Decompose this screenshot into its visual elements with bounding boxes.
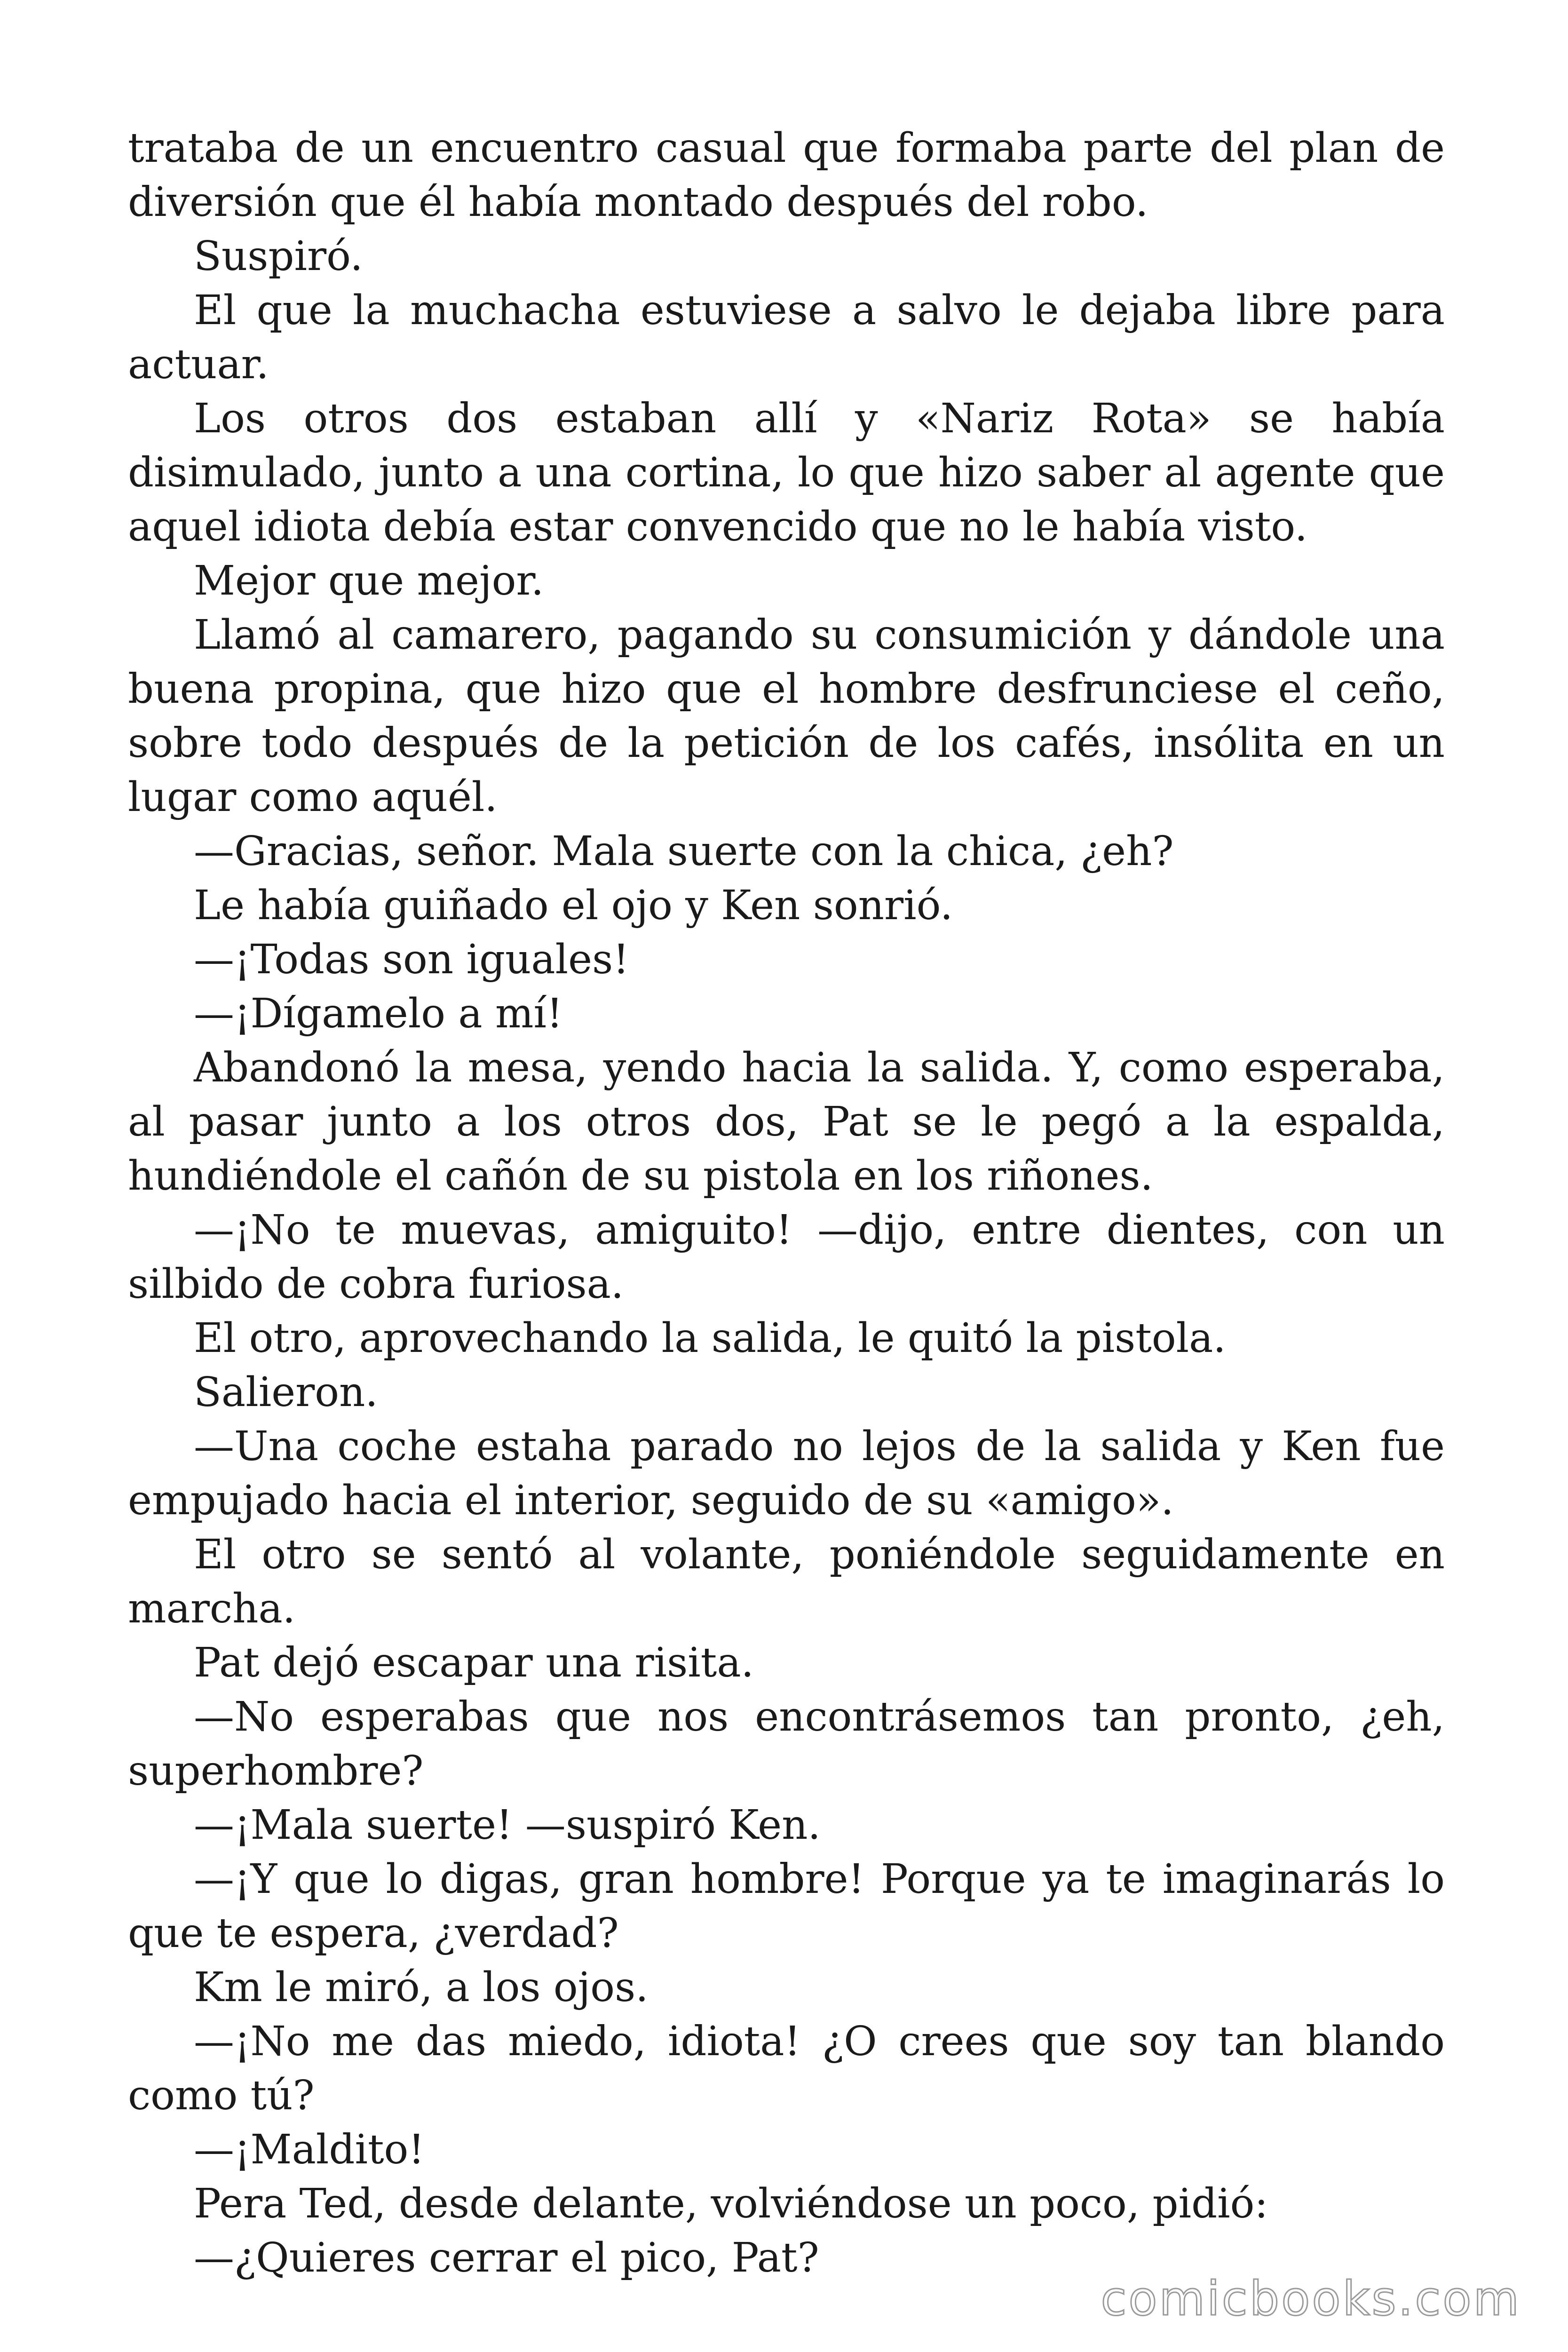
paragraph: Le había guiñado el ojo y Ken sonrió. (194, 882, 953, 929)
paragraph: —¡No te muevas, amiguito! —dijo, entre dientes, con un silbido de cobra furiosa. (128, 1207, 1445, 1308)
paragraph: Pera Ted, desde delante, volviéndose un poco, pidió: (194, 2180, 1268, 2227)
paragraph: Pat dejó escapar una risita. (194, 1639, 754, 1686)
paragraph: El otro, aprovechando la salida, le quitó la pistola. (194, 1315, 1226, 1362)
paragraph: —¡Maldito! (194, 2126, 425, 2173)
watermark: comicbooks.com (1101, 2271, 1521, 2326)
page-text (128, 121, 1445, 2285)
paragraph: El otro se sentó al volante, poniéndole seguidamente en marcha. (128, 1531, 1445, 1632)
paragraph: —¡Todas son iguales! (194, 936, 629, 983)
paragraph: Llamó al camarero, pagando su consumición y dándole una buena propina, que hizo que el hombre desfrunciese el ceño, sobre todo después de la petición de los cafés, insólita en un lugar como aquél. (128, 612, 1445, 821)
paragraph: trataba de un encuentro casual que formaba parte del plan de diversión que él había montado después del robo. (128, 125, 1445, 226)
paragraph: —¡Dígamelo a mí! (194, 990, 563, 1037)
paragraph: Los otros dos estaban allí y «Nariz Rota» se había disimulado, junto a una cortina, lo que hizo saber al agente que aquel idiota debía estar convencido que no le había visto. (128, 395, 1445, 550)
paragraph: Salieron. (194, 1369, 378, 1416)
paragraph: Abandonó la mesa, yendo hacia la salida. Y, como esperaba, al pasar junto a los otros dos, Pat se le pegó a la espalda, hundiéndole el cañón de su pistola en los riñones. (128, 1044, 1445, 1200)
paragraph: El que la muchacha estuviese a salvo le dejaba libre para actuar. (128, 287, 1445, 388)
paragraph: —Gracias, señor. Mala suerte con la chica, ¿eh? (194, 828, 1174, 875)
paragraph: —¿Quieres cerrar el pico, Pat? (194, 2234, 819, 2281)
paragraph: —¡Y que lo digas, gran hombre! Porque ya te imaginarás lo que te espera, ¿verdad? (128, 1856, 1445, 1957)
paragraph: —No esperabas que nos encontrásemos tan pronto, ¿eh, superhombre? (128, 1693, 1445, 1795)
paragraph: Km le miró, a los ojos. (194, 1964, 649, 2011)
paragraph: —Una coche estaha parado no lejos de la salida y Ken fue empujado hacia el interior, seguido de su «amigo». (128, 1423, 1445, 1524)
paragraph: Mejor que mejor. (194, 557, 544, 604)
paragraph: Suspiró. (194, 233, 363, 280)
paragraph: —¡No me das miedo, idiota! ¿O crees que soy tan blando como tú? (128, 2018, 1445, 2119)
paragraph: —¡Mala suerte! —suspiró Ken. (194, 1802, 821, 1849)
